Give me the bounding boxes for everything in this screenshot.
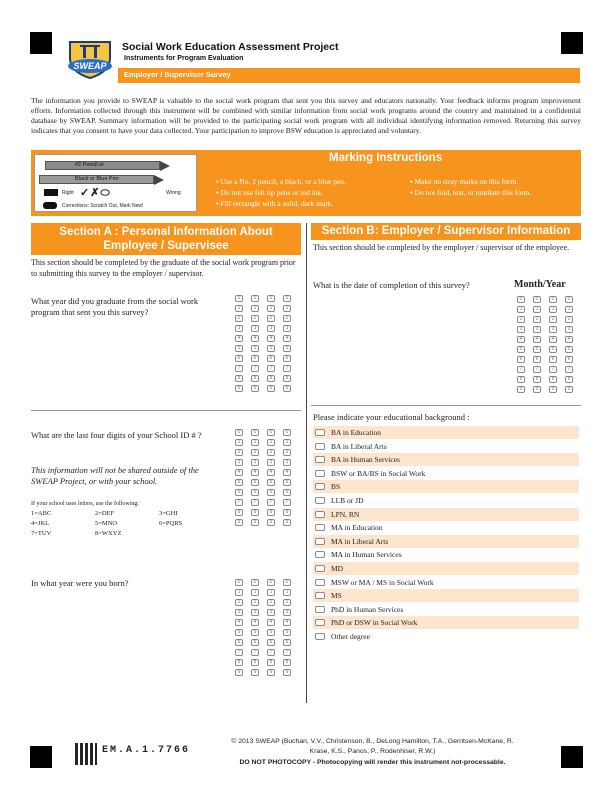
education-option[interactable] [313, 426, 579, 439]
digit-bubble[interactable]: 1 [235, 589, 243, 596]
digit-bubble[interactable]: 4 [533, 336, 541, 343]
digit-bubble[interactable]: 3 [533, 326, 541, 333]
copyright-line-2: Krase, K.S., Panos, P., Rodenhiser, R.W.) [309, 748, 436, 755]
digit-bubble[interactable]: 1 [549, 306, 557, 313]
section-a-divider-1 [31, 410, 301, 411]
option-checkbox[interactable] [315, 633, 325, 640]
digit-bubble[interactable]: 6 [267, 489, 275, 496]
option-label: BA in Education [331, 428, 381, 437]
digit-bubble[interactable]: 0 [533, 296, 541, 303]
form-id: EM.A.1.7766 [102, 745, 191, 756]
digit-bubble[interactable]: 4 [283, 335, 291, 342]
digit-bubble[interactable]: 3 [283, 609, 291, 616]
digit-bubble[interactable]: 1 [267, 589, 275, 596]
registration-mark-top-left [30, 32, 52, 54]
digit-bubble[interactable]: 1 [251, 589, 259, 596]
digit-bubble[interactable]: 7 [533, 366, 541, 373]
digit-bubble[interactable]: 1 [267, 439, 275, 446]
digit-bubble[interactable]: 3 [283, 459, 291, 466]
section-a-title-line2: Employee / Supervisee [103, 240, 229, 252]
digit-bubble[interactable]: 2 [533, 316, 541, 323]
option-checkbox[interactable] [315, 497, 325, 504]
option-label: Other degree [331, 632, 370, 641]
digit-bubble[interactable]: 8 [267, 375, 275, 382]
option-checkbox[interactable] [315, 538, 325, 545]
education-option[interactable] [313, 616, 579, 629]
digit-bubble[interactable]: 3 [267, 459, 275, 466]
digit-bubble[interactable]: 3 [283, 325, 291, 332]
digit-bubble[interactable]: 2 [251, 599, 259, 606]
sweap-logo [65, 38, 115, 80]
digit-bubble[interactable]: 1 [565, 306, 573, 313]
digit-bubble[interactable]: 3 [251, 325, 259, 332]
survey-name: Employer / Supervisor Survey [124, 70, 231, 79]
footer-qr-code [75, 743, 97, 765]
right-mark-example [44, 189, 58, 196]
digit-bubble[interactable]: 7 [251, 499, 259, 506]
digit-bubble[interactable]: 7 [235, 649, 243, 656]
digit-bubble[interactable]: 6 [565, 356, 573, 363]
option-checkbox[interactable] [315, 606, 325, 613]
digit-bubble[interactable]: 8 [267, 659, 275, 666]
digit-bubble[interactable]: 8 [267, 509, 275, 516]
digit-bubble[interactable]: 3 [235, 325, 243, 332]
digit-bubble[interactable]: 7 [251, 649, 259, 656]
digit-bubble[interactable]: 6 [251, 489, 259, 496]
digit-bubble[interactable]: 9 [267, 385, 275, 392]
digit-bubble[interactable]: 1 [517, 306, 525, 313]
education-option[interactable] [313, 562, 579, 575]
digit-bubble[interactable]: 1 [283, 305, 291, 312]
digit-bubble[interactable]: 6 [235, 489, 243, 496]
option-label: BS [331, 482, 341, 492]
digit-bubble[interactable]: 4 [517, 336, 525, 343]
option-label: MA in Education [331, 523, 383, 533]
marking-title: Marking Instructions [329, 152, 443, 164]
digit-bubble[interactable]: 3 [549, 326, 557, 333]
grad-year-question: What year did you graduate from the social work program that sent you this survey? [31, 296, 199, 317]
education-option[interactable] [313, 508, 579, 521]
letter-code: 4=JKL [31, 520, 50, 527]
intro-paragraph: The information you provide to SWEAP is valuable to the social work program that sent you this survey and educators nationally. Your feedback informs program improvement efforts. Information collected through this instrument will be combined with similar information from social work programs around the country and maintained in a confidential database by SWEAP. Summary information will be provided to the participating social work program with all individual identifying information removed. Returning this survey indicates that you consent to have your data collected. Your participation to improve BSW education is appreciated and voluntary. [31, 96, 581, 135]
digit-bubble[interactable]: 0 [235, 295, 243, 302]
digit-bubble[interactable]: 7 [283, 649, 291, 656]
digit-bubble[interactable]: 2 [283, 315, 291, 322]
project-title: Social Work Education Assessment Project [122, 41, 339, 53]
digit-bubble[interactable]: 9 [549, 386, 557, 393]
digit-bubble[interactable]: 4 [235, 619, 243, 626]
option-label: BSW or BA/BS in Social Work [331, 468, 426, 478]
digit-bubble[interactable]: 9 [517, 386, 525, 393]
digit-bubble[interactable]: 1 [251, 439, 259, 446]
column-divider [306, 223, 307, 703]
letter-code: 5=MNO [95, 520, 118, 527]
digit-bubble[interactable]: 2 [565, 316, 573, 323]
digit-bubble[interactable]: 6 [283, 639, 291, 646]
education-option[interactable] [313, 521, 579, 534]
marking-instructions-panel [31, 150, 581, 216]
option-label: PhD in Human Services [331, 604, 404, 614]
option-checkbox[interactable] [315, 592, 325, 599]
copyright-line-1: © 2013 SWEAP (Buchan, V.V., Christenson, B., DeLong Hamilton, T.A., Gerritsen-McKane, R. [231, 738, 514, 745]
education-option[interactable] [313, 576, 579, 589]
digit-bubble[interactable]: 7 [565, 366, 573, 373]
digit-bubble[interactable]: 7 [235, 365, 243, 372]
digit-bubble[interactable]: 3 [235, 459, 243, 466]
option-label: BA in Liberal Arts [331, 441, 387, 451]
digit-bubble[interactable]: 6 [235, 355, 243, 362]
digit-bubble[interactable]: 3 [251, 459, 259, 466]
digit-bubble[interactable]: 1 [283, 589, 291, 596]
digit-bubble[interactable]: 9 [251, 519, 259, 526]
digit-bubble[interactable]: 6 [517, 356, 525, 363]
pen-label: Black or Blue Pen [75, 176, 119, 182]
logo-text: SWEAP [73, 61, 107, 71]
digit-bubble[interactable]: 8 [533, 376, 541, 383]
digit-bubble[interactable]: 0 [267, 429, 275, 436]
digit-bubble[interactable]: 9 [283, 519, 291, 526]
registration-mark-bottom-right [561, 746, 583, 768]
section-a-header [31, 223, 301, 255]
education-option[interactable] [313, 548, 579, 561]
pencil-label: #2 Pencil or [75, 162, 105, 168]
digit-bubble[interactable]: 0 [251, 579, 259, 586]
digit-bubble[interactable]: 5 [549, 346, 557, 353]
digit-bubble[interactable]: 8 [251, 659, 259, 666]
digit-bubble[interactable]: 2 [549, 316, 557, 323]
digit-bubble[interactable]: 8 [235, 509, 243, 516]
wrong-label: Wrong [166, 190, 181, 196]
digit-bubble[interactable]: 8 [251, 509, 259, 516]
section-b-description: This section should be completed by the employer / supervisor of the employee. [313, 243, 570, 252]
survey-name-bar [118, 68, 580, 83]
section-b-divider-1 [311, 405, 581, 406]
digit-bubble[interactable]: 0 [267, 295, 275, 302]
completion-date-bubble-grid[interactable] [517, 296, 573, 393]
digit-bubble[interactable]: 4 [251, 469, 259, 476]
digit-bubble[interactable]: 3 [267, 609, 275, 616]
digit-bubble[interactable]: 9 [235, 519, 243, 526]
education-option[interactable] [313, 630, 579, 643]
digit-bubble[interactable]: 6 [267, 355, 275, 362]
marking-item: ▪ Make no stray marks on this form. [410, 177, 519, 186]
option-checkbox[interactable] [315, 511, 325, 518]
completion-date-question: What is the date of completion of this survey? [313, 280, 470, 290]
wrong-marks-example: ✓✗⬭ [80, 187, 111, 199]
digit-bubble[interactable]: 2 [235, 315, 243, 322]
digit-bubble[interactable]: 4 [267, 619, 275, 626]
digit-bubble[interactable]: 0 [565, 296, 573, 303]
digit-bubble[interactable]: 8 [235, 659, 243, 666]
digit-bubble[interactable]: 3 [267, 325, 275, 332]
digit-bubble[interactable]: 5 [565, 346, 573, 353]
education-option[interactable] [313, 535, 579, 548]
digit-bubble[interactable]: 0 [283, 429, 291, 436]
digit-bubble[interactable]: 2 [251, 315, 259, 322]
marking-item: ▪ Do not use felt tip pens or red ink. [216, 188, 324, 197]
letter-code: 2=DEF [95, 510, 115, 517]
digit-bubble[interactable]: 4 [267, 335, 275, 342]
digit-bubble[interactable]: 9 [283, 669, 291, 676]
digit-bubble[interactable]: 2 [267, 449, 275, 456]
education-question: Please indicate your educational background : [313, 412, 470, 422]
education-option[interactable] [313, 589, 579, 602]
digit-bubble[interactable]: 7 [517, 366, 525, 373]
digit-bubble[interactable]: 9 [251, 669, 259, 676]
digit-bubble[interactable]: 4 [251, 335, 259, 342]
digit-bubble[interactable]: 9 [251, 385, 259, 392]
option-checkbox[interactable] [315, 443, 325, 450]
digit-bubble[interactable]: 6 [549, 356, 557, 363]
digit-bubble[interactable]: 6 [267, 639, 275, 646]
digit-bubble[interactable]: 5 [283, 345, 291, 352]
school-id-bubble-grid[interactable] [235, 429, 291, 526]
digit-bubble[interactable]: 1 [251, 305, 259, 312]
digit-bubble[interactable]: 2 [267, 599, 275, 606]
education-option[interactable] [313, 480, 579, 493]
digit-bubble[interactable]: 4 [549, 336, 557, 343]
birth-year-bubble-grid[interactable] [235, 579, 291, 676]
option-checkbox[interactable] [315, 619, 325, 626]
digit-bubble[interactable]: 7 [549, 366, 557, 373]
digit-bubble[interactable]: 0 [517, 296, 525, 303]
digit-bubble[interactable]: 5 [267, 345, 275, 352]
digit-bubble[interactable]: 5 [517, 346, 525, 353]
digit-bubble[interactable]: 6 [533, 356, 541, 363]
digit-bubble[interactable]: 2 [283, 449, 291, 456]
section-a-description: This section should be completed by the graduate of the social work program prior to submitting this survey to the employer / supervisor. [31, 258, 296, 278]
digit-bubble[interactable]: 3 [565, 326, 573, 333]
digit-bubble[interactable]: 2 [283, 599, 291, 606]
education-option[interactable] [313, 453, 579, 466]
month-year-label: Month/Year [514, 279, 566, 290]
digit-bubble[interactable]: 4 [235, 469, 243, 476]
digit-bubble[interactable]: 1 [283, 439, 291, 446]
digit-bubble[interactable]: 7 [267, 365, 275, 372]
digit-bubble[interactable]: 0 [235, 579, 243, 586]
digit-bubble[interactable]: 9 [267, 519, 275, 526]
digit-bubble[interactable]: 5 [533, 346, 541, 353]
pencil-tip-icon [160, 161, 170, 171]
option-label: MD [331, 564, 344, 573]
digit-bubble[interactable]: 8 [549, 376, 557, 383]
digit-bubble[interactable]: 5 [251, 345, 259, 352]
digit-bubble[interactable]: 4 [267, 469, 275, 476]
digit-bubble[interactable]: 0 [251, 429, 259, 436]
digit-bubble[interactable]: 4 [283, 469, 291, 476]
digit-bubble[interactable]: 8 [565, 376, 573, 383]
digit-bubble[interactable]: 5 [251, 479, 259, 486]
digit-bubble[interactable]: 3 [251, 609, 259, 616]
digit-bubble[interactable]: 8 [283, 375, 291, 382]
digit-bubble[interactable]: 0 [549, 296, 557, 303]
digit-bubble[interactable]: 1 [533, 306, 541, 313]
photocopy-warning: DO NOT PHOTOCOPY - Photocopying will render this instrument not-processable. [239, 759, 506, 766]
digit-bubble[interactable]: 6 [283, 489, 291, 496]
digit-bubble[interactable]: 5 [267, 629, 275, 636]
digit-bubble[interactable]: 9 [565, 386, 573, 393]
digit-bubble[interactable]: 9 [267, 669, 275, 676]
digit-bubble[interactable]: 9 [235, 669, 243, 676]
option-checkbox[interactable] [315, 579, 325, 586]
section-a-title-line1: Section A : Personal Information About [59, 226, 273, 238]
digit-bubble[interactable]: 0 [283, 295, 291, 302]
correction-scribble-icon [43, 202, 57, 209]
digit-bubble[interactable]: 7 [267, 499, 275, 506]
digit-bubble[interactable]: 4 [251, 619, 259, 626]
digit-bubble[interactable]: 4 [283, 619, 291, 626]
marking-example-box [34, 154, 197, 212]
digit-bubble[interactable]: 2 [235, 599, 243, 606]
digit-bubble[interactable]: 7 [251, 365, 259, 372]
digit-bubble[interactable]: 5 [283, 479, 291, 486]
digit-bubble[interactable]: 4 [565, 336, 573, 343]
marking-item: ▪ Do not fold, tear, or mutilate this form. [410, 188, 532, 197]
digit-bubble[interactable]: 1 [267, 305, 275, 312]
registration-mark-top-right [561, 32, 583, 54]
digit-bubble[interactable]: 9 [533, 386, 541, 393]
marking-item: ▪ Use a No. 2 pencil, a black, or a blue pen. [216, 177, 346, 186]
digit-bubble[interactable]: 8 [251, 375, 259, 382]
grad-year-bubble-grid[interactable] [235, 295, 291, 392]
digit-bubble[interactable]: 7 [283, 499, 291, 506]
option-checkbox[interactable] [315, 565, 325, 572]
birth-year-question: In what year were you born? [31, 578, 129, 588]
letter-codes-intro: If your school uses letters, use the following: [31, 501, 139, 507]
marking-list-right [410, 176, 531, 198]
digit-bubble[interactable]: 9 [235, 385, 243, 392]
correction-label: Corrections: Scratch Out, Mark New! [62, 203, 144, 209]
digit-bubble[interactable]: 8 [283, 659, 291, 666]
option-label: LLB or JD [331, 496, 364, 505]
pen-tip-icon [154, 175, 164, 185]
option-checkbox[interactable] [315, 456, 325, 463]
digit-bubble[interactable]: 0 [251, 295, 259, 302]
digit-bubble[interactable]: 0 [235, 429, 243, 436]
project-subtitle: Instruments for Program Evaluation [124, 55, 244, 62]
digit-bubble[interactable]: 8 [235, 375, 243, 382]
education-option[interactable] [313, 494, 579, 507]
digit-bubble[interactable]: 1 [235, 305, 243, 312]
digit-bubble[interactable]: 6 [251, 355, 259, 362]
digit-bubble[interactable]: 5 [235, 629, 243, 636]
education-option[interactable] [313, 440, 579, 453]
digit-bubble[interactable]: 2 [235, 449, 243, 456]
digit-bubble[interactable]: 7 [283, 365, 291, 372]
registration-mark-bottom-left [30, 746, 52, 768]
digit-bubble[interactable]: 5 [283, 629, 291, 636]
digit-bubble[interactable]: 4 [235, 335, 243, 342]
education-option[interactable] [313, 467, 579, 480]
digit-bubble[interactable]: 3 [235, 609, 243, 616]
digit-bubble[interactable]: 5 [235, 479, 243, 486]
option-label: PhD or DSW in Social Work [331, 618, 418, 628]
option-label: BA in Human Services [331, 455, 400, 465]
digit-bubble[interactable]: 7 [267, 649, 275, 656]
section-b-header [311, 223, 581, 240]
letter-code: 8=WXYZ [95, 530, 122, 537]
letter-code: 7=TUV [31, 530, 52, 537]
digit-bubble[interactable]: 8 [517, 376, 525, 383]
digit-bubble[interactable]: 0 [267, 579, 275, 586]
option-label: LPN, RN [331, 509, 360, 519]
digit-bubble[interactable]: 0 [283, 579, 291, 586]
digit-bubble[interactable]: 2 [267, 315, 275, 322]
digit-bubble[interactable]: 3 [517, 326, 525, 333]
letter-code: 6=PQRS [159, 520, 183, 527]
option-checkbox[interactable] [315, 429, 325, 436]
school-id-question: What are the last four digits of your School ID # ? [31, 430, 202, 440]
digit-bubble[interactable]: 9 [283, 385, 291, 392]
digit-bubble[interactable]: 5 [235, 345, 243, 352]
option-checkbox[interactable] [315, 470, 325, 477]
option-checkbox[interactable] [315, 551, 325, 558]
option-checkbox[interactable] [315, 483, 325, 490]
digit-bubble[interactable]: 6 [283, 355, 291, 362]
letter-codes [31, 510, 226, 537]
section-b-title: Section B: Employer / Supervisor Information [321, 225, 571, 237]
digit-bubble[interactable]: 2 [517, 316, 525, 323]
marking-item: ▪ Fill rectangle with a solid, dark mark. [216, 199, 334, 208]
digit-bubble[interactable]: 6 [251, 639, 259, 646]
education-option[interactable] [313, 603, 579, 616]
digit-bubble[interactable]: 7 [235, 499, 243, 506]
letter-code: 3=GHI [159, 510, 178, 517]
digit-bubble[interactable]: 2 [251, 449, 259, 456]
option-label: MA in Liberal Arts [331, 536, 389, 546]
digit-bubble[interactable]: 6 [235, 639, 243, 646]
option-label: MA in Human Services [331, 550, 402, 560]
marking-list-left [216, 176, 346, 209]
digit-bubble[interactable]: 8 [283, 509, 291, 516]
digit-bubble[interactable]: 1 [235, 439, 243, 446]
option-checkbox[interactable] [315, 524, 325, 531]
letter-code: 1=ABC [31, 510, 52, 517]
right-label: Right [62, 190, 74, 196]
option-label: MSW or MA / MS in Social Work [331, 577, 434, 587]
school-id-note: This information will not be shared outside of the SWEAP Project, or with your school. [31, 465, 199, 486]
option-label: MS [331, 591, 342, 601]
digit-bubble[interactable]: 5 [267, 479, 275, 486]
digit-bubble[interactable]: 5 [251, 629, 259, 636]
